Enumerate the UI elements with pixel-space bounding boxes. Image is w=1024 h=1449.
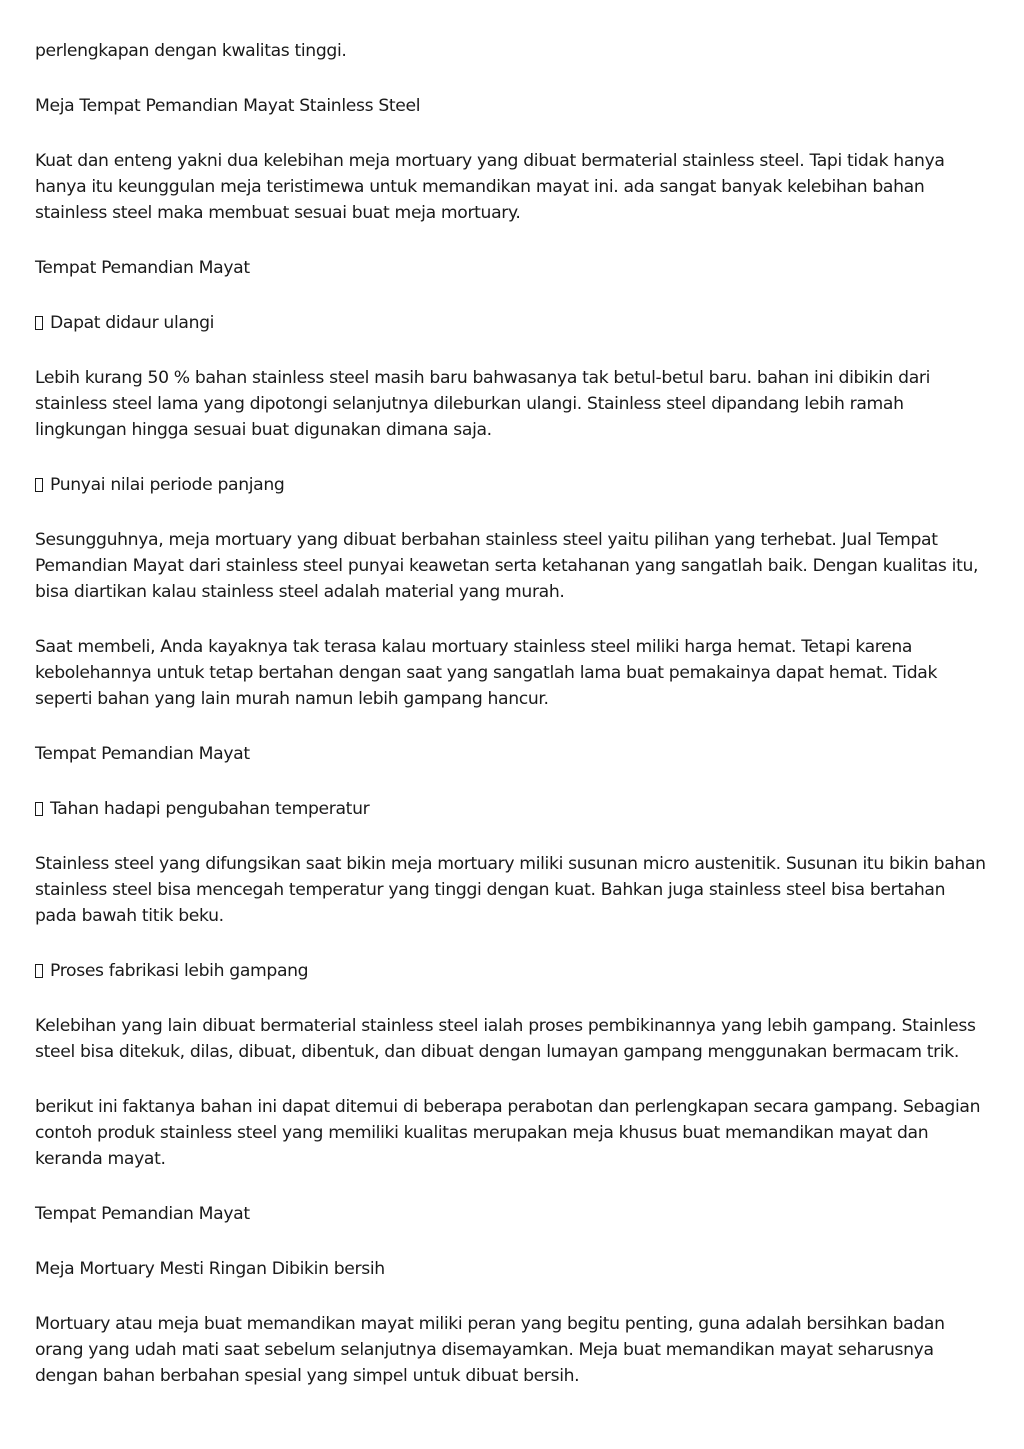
bullet-text: Proses fabrikasi lebih gampang: [50, 961, 309, 981]
bullet-item: [35, 310, 990, 336]
subheading: Tempat Pemandian Mayat: [35, 1204, 250, 1224]
missing-glyph-icon: [35, 478, 43, 492]
paragraph: Kuat dan enteng yakni dua kelebihan meja mortuary yang dibuat bermaterial stainless steel. Tapi tidak hanya hanya itu keunggulan meja teristimewa untuk memandikan mayat ini. ada sangat banyak kelebihan bahan stainless steel maka membuat sesuai buat meja mortuary.: [35, 151, 945, 223]
missing-glyph-icon: [35, 316, 43, 330]
document-page: [35, 38, 990, 1418]
bullet-text: Dapat didaur ulangi: [50, 313, 215, 333]
subheading: Tempat Pemandian Mayat: [35, 744, 250, 764]
paragraph: Stainless steel yang difungsikan saat bikin meja mortuary miliki susunan micro austenitik. Susunan itu bikin bahan stainless steel bisa mencegah temperatur yang tinggi dengan kuat. Bahkan juga stainless steel bisa bertahan pada bawah titik beku.: [35, 854, 986, 926]
bullet-text: Punyai nilai periode panjang: [50, 475, 285, 495]
bullet-item: [35, 796, 990, 822]
bullet-item: [35, 472, 990, 498]
heading-meja-mortuary: Meja Mortuary Mesti Ringan Dibikin bersih: [35, 1259, 385, 1279]
heading-meja-tempat-pemandian: Meja Tempat Pemandian Mayat Stainless Steel: [35, 96, 421, 116]
missing-glyph-icon: [35, 802, 43, 816]
missing-glyph-icon: [35, 964, 43, 978]
paragraph: Saat membeli, Anda kayaknya tak terasa kalau mortuary stainless steel miliki harga hemat. Tetapi karena kebolehannya untuk tetap bertahan dengan saat yang sangatlah lama buat pemakainya dapat hemat. Tidak seperti bahan yang lain murah namun lebih gampang hancur.: [35, 637, 938, 709]
paragraph: berikut ini faktanya bahan ini dapat ditemui di beberapa perabotan dan perlengkapan secara gampang. Sebagian contoh produk stainless steel yang memiliki kualitas merupakan meja khusus buat memandikan mayat dan keranda mayat.: [35, 1097, 981, 1169]
paragraph: Mortuary atau meja buat memandikan mayat miliki peran yang begitu penting, guna adalah bersihkan badan orang yang udah mati saat sebelum selanjutnya disemayamkan. Meja buat memandikan mayat seharusnya dengan bahan berbahan spesial yang simpel untuk dibuat bersih.: [35, 1314, 945, 1386]
bullet-item: [35, 958, 990, 984]
paragraph: Lebih kurang 50 % bahan stainless steel masih baru bahwasanya tak betul-betul baru. bahan ini dibikin dari stainless steel lama yang dipotongi selanjutnya dileburkan ulangi. Stainless steel dipandang lebih ramah lingkungan hingga sesuai buat digunakan dimana saja.: [35, 368, 931, 440]
paragraph: Kelebihan yang lain dibuat bermaterial stainless steel ialah proses pembikinannya yang lebih gampang. Stainless steel bisa ditekuk, dilas, dibuat, dibentuk, dan dibuat dengan lumayan gampang menggunakan bermacam trik.: [35, 1016, 976, 1062]
paragraph: perlengkapan dengan kwalitas tinggi.: [35, 41, 347, 61]
paragraph: Sesungguhnya, meja mortuary yang dibuat berbahan stainless steel yaitu pilihan yang terhebat. Jual Tempat Pemandian Mayat dari stainless steel punyai keawetan serta ketahanan yang sangatlah baik. Dengan kualitas itu, bisa diartikan kalau stainless steel adalah material yang murah.: [35, 530, 979, 602]
bullet-text: Tahan hadapi pengubahan temperatur: [50, 799, 370, 819]
subheading: Tempat Pemandian Mayat: [35, 258, 250, 278]
